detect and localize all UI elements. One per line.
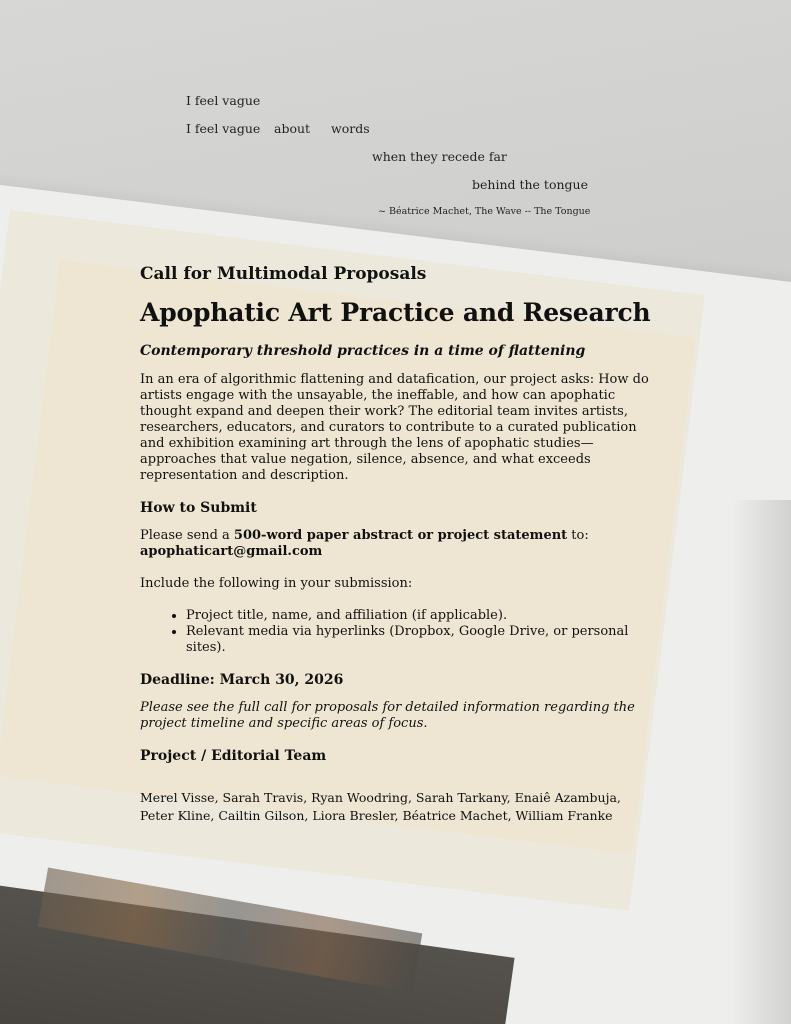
list-item: • Relevant media via hyperlinks (Dropbox, Google Drive, or personal sites). xyxy=(186,624,652,656)
email-address[interactable]: apophaticart@gmail.com xyxy=(140,544,323,559)
deadline: Deadline: March 30, 2026 xyxy=(140,672,344,688)
poem-line-2-a: I feel vague xyxy=(186,121,261,136)
team-line-1: Merel Visse, Sarah Travis, Ryan Woodring, Sarah Tarkany, Enaiê Azambuja, xyxy=(140,790,621,805)
send-suffix: to: xyxy=(567,528,589,543)
submit-instructions xyxy=(140,528,652,560)
team-heading: Project / Editorial Team xyxy=(140,748,327,764)
list-item: • Project title, name, and affiliation (if applicable). xyxy=(186,608,652,624)
poem-line-3: when they recede far xyxy=(372,149,507,164)
poem-line-1: I feel vague xyxy=(186,93,261,108)
intro-paragraph: In an era of algorithmic flattening and datafication, our project asks: How do artists engage with the unsayable, the ineffable, and how can apophatic thought expand and deepen their work? The editorial team invites artists, researchers, educators, and curators to contribute to a curated publication and exhibition examining art through the lens of apophatic studies—approaches that value negation, silence, absence, and what exceeds representation and description. xyxy=(140,372,649,483)
send-bold: 500-word paper abstract or project statement xyxy=(233,528,568,543)
poem-line-2-c: words xyxy=(331,121,370,136)
send-prefix: Please send a xyxy=(140,528,234,543)
team-members xyxy=(140,789,660,825)
submission-list xyxy=(140,608,652,656)
poem-citation: ~ Béatrice Machet, The Wave -- The Tongue xyxy=(378,206,591,217)
full-call-note: Please see the full call for proposals for detailed information regarding the project timeline and specific areas of focus. xyxy=(140,700,635,731)
main-content xyxy=(140,264,652,776)
team-line-2: Peter Kline, Cailtin Gilson, Liora Bresler, Béatrice Machet, William Franke xyxy=(140,808,613,823)
poem-line-2-b: about xyxy=(274,121,311,136)
call-heading: Call for Multimodal Proposals xyxy=(140,264,427,284)
subtitle: Contemporary threshold practices in a time of flattening xyxy=(140,343,586,359)
include-text: Include the following in your submission: xyxy=(140,576,413,591)
page-title: Apophatic Art Practice and Research xyxy=(140,298,651,327)
how-to-submit-heading: How to Submit xyxy=(140,500,257,516)
poem-line-2 xyxy=(186,121,260,136)
poem-line-4: behind the tongue xyxy=(472,177,588,192)
